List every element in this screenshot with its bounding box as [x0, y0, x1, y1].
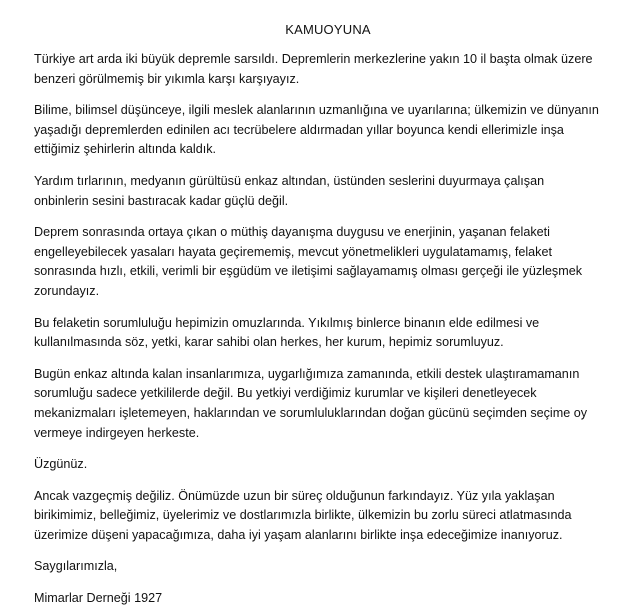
paragraph-7 — [34, 455, 622, 475]
paragraph-line: ettiğimiz şehirlerin altında kaldık. — [34, 142, 216, 157]
paragraph-line: kullanılmasında söz, yetki, karar sahibi olan herkes, her kurum, hepimiz sorumluyuz. — [34, 335, 504, 350]
paragraph-line: mekanizmaları işletemeyen, haklarından ve sorumluluklarından doğan gücünü seçimden seçime oy — [34, 405, 588, 420]
closing-salutation — [34, 557, 622, 577]
paragraph-line: Üzgünüz. — [34, 457, 88, 472]
paragraph-line: birikimimiz, belleğimiz, üyelerimiz ve dostlarımızla birlikte, ülkemizin bu zorlu süreci atlatmasında — [34, 508, 572, 523]
paragraph-line: Yardım tırlarının, medyanın gürültüsü enkaz altından, üstünden seslerini duyurmaya çalışan — [34, 173, 545, 188]
paragraph-line: Bilime, bilimsel düşünceye, ilgili meslek alanlarının uzmanlığına ve uyarılarına; ülkemizin ve dünyanın — [34, 103, 599, 118]
paragraph-line: sorumluğu sadece yetkililerde değil. Bu yetkiyi verdiğimiz kurumlar ve kişileri denetleyecek — [34, 386, 537, 401]
signature — [34, 589, 622, 609]
paragraph-line: üzerimize düşeni yapacağımıza, daha iyi yaşam alanlarını birlikte inşa edeceğimize inanıyoruz. — [34, 527, 563, 542]
paragraph-line: onbinlerin sesini bastıracak kadar güçlü değil. — [34, 193, 289, 208]
paragraph-line: sonrasında hızlı, etkili, verimli bir eşgüdüm ve iletişimi sağlayamamış olması gerçeği ile yüzleşmek — [34, 264, 583, 279]
paragraph-1 — [34, 50, 622, 89]
paragraph-line: zorundayız. — [34, 283, 100, 298]
paragraph-line: Bu felaketin sorumluluğu hepimizin omuzlarında. Yıkılmış binlerce binanın elde edilmesi ve — [34, 315, 540, 330]
paragraph-line: engelleyebilecek yasaları hayata geçirememiş, mevcut yönetmelikleri uygulatamamış, felaket — [34, 244, 552, 259]
paragraph-line: benzeri görülmemiş bir yıkımla karşı karşıyayız. — [34, 71, 300, 86]
paragraph-2 — [34, 101, 622, 160]
paragraph-line: vermeye indirgeyen herkeste. — [34, 425, 200, 440]
paragraph-line: Türkiye art arda iki büyük depremle sarsıldı. Depremlerin merkezlerine yakın 10 il başta olmak üzere — [34, 52, 593, 66]
paragraph-line: yaşadığı depremlerden edinilen acı tecrübelere aldırmadan yıllar boyunca kendi ellerimizle inşa — [34, 122, 564, 137]
paragraph-4 — [34, 223, 622, 301]
paragraph-line: Bugün enkaz altında kalan insanlarımıza, uygarlığımıza zamanında, etkili destek ulaştıramamanın — [34, 366, 580, 381]
paragraph-line: Saygılarımızla, — [34, 559, 118, 574]
paragraph-line: Mimarlar Derneği 1927 — [34, 591, 163, 606]
paragraph-6 — [34, 365, 622, 443]
paragraph-3 — [34, 172, 622, 211]
document-title: KAMUOYUNA — [285, 22, 371, 37]
paragraph-8 — [34, 487, 622, 546]
paragraph-line: Deprem sonrasında ortaya çıkan o müthiş dayanışma duygusu ve enerjinin, yaşanan felaketi — [34, 225, 550, 240]
paragraph-line: Ancak vazgeçmiş değiliz. Önümüzde uzun bir süreç olduğunun farkındayız. Yüz yıla yaklaşan — [34, 488, 555, 503]
paragraph-5 — [34, 314, 622, 353]
